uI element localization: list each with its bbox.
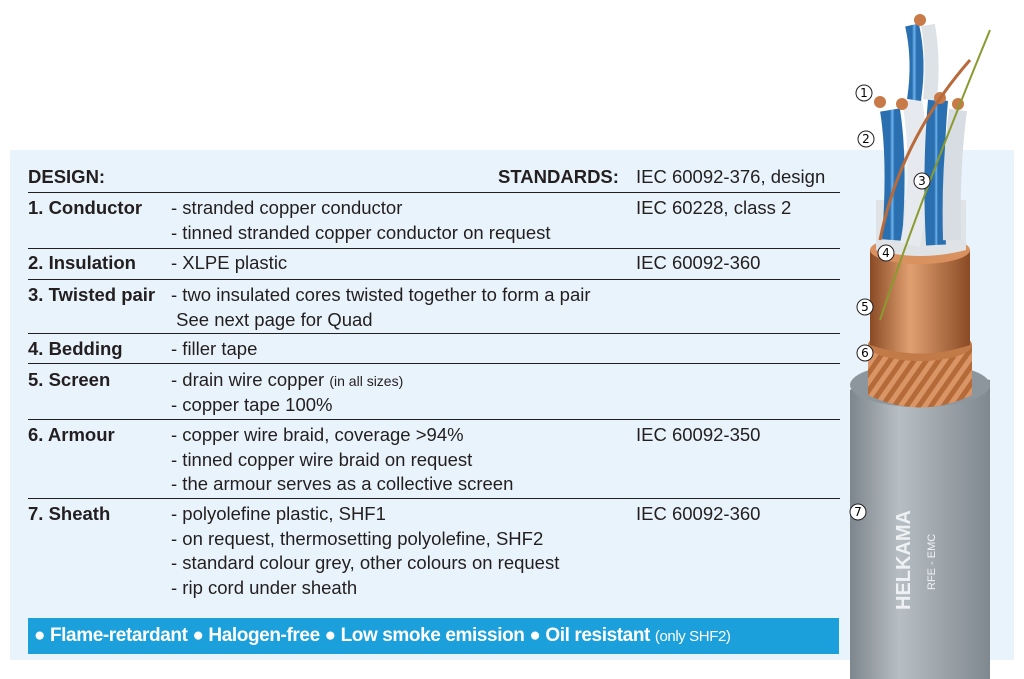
table-row	[28, 283, 840, 334]
row-standard: IEC 60092-360	[636, 252, 761, 273]
row-line: - rip cord under sheath	[171, 576, 358, 598]
row-standard: IEC 60092-350	[636, 424, 761, 445]
callout-7	[850, 504, 866, 520]
brand-subtext: RFE - EMC	[926, 533, 938, 590]
callout-4	[878, 245, 894, 261]
row-line: - tinned copper wire braid on request	[171, 448, 473, 470]
row-label: 7. Sheath	[28, 503, 111, 524]
row-line: - XLPE plastic	[171, 252, 288, 273]
feature-item: ● Halogen-free	[192, 625, 320, 646]
svg-text:4: 4	[882, 246, 890, 260]
feature-item: ● Oil resistant	[529, 625, 650, 646]
svg-text:2: 2	[862, 132, 870, 146]
core-blue	[912, 25, 917, 100]
conductor-tip	[896, 98, 908, 110]
row-line: See next page for Quad	[171, 308, 373, 330]
copper-tape-shape	[870, 250, 970, 354]
table-row	[28, 423, 840, 499]
svg-text:6: 6	[861, 346, 869, 360]
brand-print: HELKAMA	[893, 510, 915, 610]
svg-text:7: 7	[854, 505, 862, 519]
row-label: 5. Screen	[28, 369, 111, 390]
table-row	[28, 251, 840, 280]
feature-item: ● Flame-retardant	[34, 625, 188, 646]
standards-value: IEC 60092-376, design	[636, 166, 826, 187]
row-line: - polyolefine plastic, SHF1	[171, 503, 386, 524]
cable-illustration	[840, 0, 1024, 679]
feature-note: (only SHF2)	[654, 628, 731, 645]
standards-heading: STANDARDS:	[498, 166, 619, 187]
core-blue	[890, 110, 895, 240]
callout-6	[857, 345, 873, 361]
svg-text:1: 1	[860, 86, 868, 100]
table-row	[28, 368, 840, 420]
svg-text:3: 3	[918, 174, 926, 188]
row-line: - copper tape 100%	[171, 393, 333, 415]
row-standard: IEC 60092-360	[636, 503, 761, 524]
callout-3	[914, 173, 930, 189]
conductor-tip	[874, 96, 886, 108]
conductor-tip	[914, 14, 926, 26]
row-note: (in all sizes)	[329, 373, 404, 389]
row-label: 1. Conductor	[28, 197, 143, 218]
callout-2	[858, 131, 874, 147]
callout-5	[857, 299, 873, 315]
callout-1	[856, 85, 872, 101]
row-line: - on request, thermosetting polyolefine, SHF2	[171, 527, 544, 549]
core-white	[952, 110, 958, 240]
row-line: - filler tape	[171, 338, 258, 359]
table-header	[28, 165, 840, 193]
row-line: - the armour serves as a collective screen	[171, 473, 514, 494]
row-line: - copper wire braid, coverage >94%	[171, 424, 464, 445]
row-label: 2. Insulation	[28, 252, 136, 273]
row-line: - stranded copper conductor	[171, 197, 403, 218]
table-row	[28, 196, 840, 249]
row-label: 6. Armour	[28, 424, 115, 445]
svg-text:5: 5	[861, 300, 869, 314]
table-row	[28, 337, 840, 364]
row-line: - tinned stranded copper conductor on request	[171, 221, 551, 243]
feature-item: ● Low smoke emission	[324, 625, 525, 646]
row-line: - drain wire copper	[171, 369, 325, 390]
core-blue	[934, 100, 938, 245]
table-row	[28, 502, 840, 602]
row-line: - two insulated cores twisted together to form a pair	[171, 284, 591, 305]
sheath-shape	[850, 372, 990, 679]
row-line: - standard colour grey, other colours on request	[171, 552, 560, 573]
row-label: 4. Bedding	[28, 338, 123, 359]
row-standard: IEC 60228, class 2	[636, 197, 792, 218]
core-white	[928, 25, 932, 100]
features-bar	[28, 618, 839, 654]
design-heading: DESIGN:	[28, 166, 106, 187]
row-label: 3. Twisted pair	[28, 284, 156, 305]
